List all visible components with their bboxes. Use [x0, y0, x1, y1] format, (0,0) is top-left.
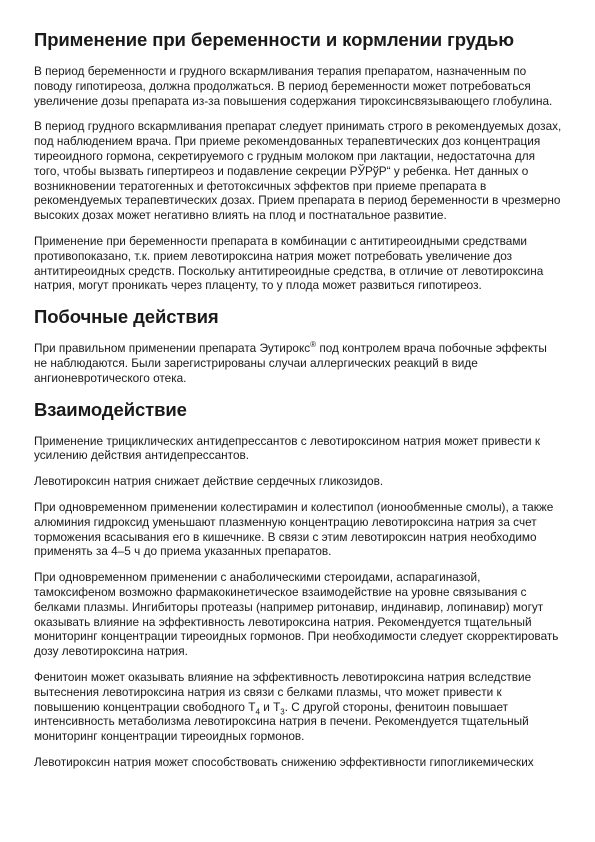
subscript: 3	[280, 706, 285, 716]
paragraph: Левотироксин натрия может способствовать снижению эффективности гипогликемических	[34, 754, 534, 769]
text-span: и Т	[259, 699, 281, 714]
paragraph: Применение при беременности препарата в комбинации с антитиреоидными средствами противопоказано, т.к. прием левотироксина натрия может потребовать увеличение доз антитиреоидных средств. Поскольку антитиреоидные средства, в отличие от левотироксина натрия, могут проникать через плаценту, то у плода может развиться гипотиреоз.	[34, 233, 544, 293]
subscript: 4	[255, 706, 260, 716]
paragraph: В период грудного вскармливания препарат следует принимать строго в рекомендуемых дозах, под наблюдением врача. При приеме рекомендованных терапевтических доз концентрация тиреоидного гормона, секретируемого с грудным молоком при лактации, недостаточна для того, чтобы вызвать гипертиреоз и подавление секреции РЎРўР“ у ребенка. Нет данных о возникновении тератогенных и фетотоксичных эффектов при приеме препарата в рекомендуемых терапевтических дозах. Прием препарата в период беременности в чрезмерно высоких дозах может негативно влиять на плод и постнатальное развитие.	[34, 119, 562, 223]
paragraph	[34, 341, 562, 385]
registered-mark: ®	[310, 340, 317, 350]
text-span: под контролем врача побочные эффекты не наблюдаются. Были зарегистрированы случаи аллергических реакций в виде ангионевротического отека.	[34, 341, 547, 385]
paragraph: При одновременном применении колестирамин и колестипол (ионообменные смолы), а также алюминия гидроксид уменьшают плазменную концентрацию левотироксина натрия за счет торможения всасывания его в кишечнике. В связи с этим левотироксин натрия необходимо применять за 4–5 ч до приема указанных препаратов.	[34, 499, 554, 559]
section-heading-pregnancy: Применение при беременности и кормлении грудью	[34, 29, 515, 50]
section-interactions	[34, 398, 562, 770]
text-span: . С другой стороны, фенитоин повышает интенсивность метаболизма левотироксина натрия в печени. Рекомендуется тщательный мониторинг концентрации тиреоидных гормонов.	[34, 699, 529, 744]
section-heading-interactions: Взаимодействие	[34, 398, 187, 420]
section-pregnancy	[34, 28, 562, 293]
paragraph: Применение трициклических антидепрессантов с левотироксином натрия может привести к усилению действия антидепрессантов.	[34, 433, 541, 463]
section-heading-side-effects: Побочные действия	[34, 306, 219, 328]
document-page	[34, 28, 562, 782]
paragraph: Левотироксин натрия снижает действие сердечных гликозидов.	[34, 474, 384, 489]
section-side-effects	[34, 305, 562, 385]
paragraph	[34, 670, 562, 744]
paragraph: В период беременности и грудного вскармливания терапия препаратом, назначенным по поводу гипотиреоза, должна продолжаться. В период беременности может потребоваться увеличение дозы препарата из-за повышения содержания тироксинсвязывающего глобулина.	[34, 64, 553, 108]
paragraph: При одновременном применении с анаболическими стероидами, аспарагиназой, тамоксифеном возможно фармакокинетическое взаимодействие на уровне связывания с белками плазмы. Ингибиторы протеазы (например ритонавир, индинавир, лопинавир) могут оказывать влияние на эффективность левотироксина натрия. Рекомендуется тщательный мониторинг концентрации тиреоидных гормонов. При необходимости следует скорректировать дозу левотироксина натрия.	[34, 570, 559, 659]
text-span: Фенитоин может оказывать влияние на эффективность левотироксина натрия вследствие вытеснения левотироксина натрия из связи с белками плазмы, что может привести к повышению концентрации свободного Т	[34, 669, 532, 714]
text-span: При правильном применении препарата Эутирокс	[34, 341, 311, 356]
